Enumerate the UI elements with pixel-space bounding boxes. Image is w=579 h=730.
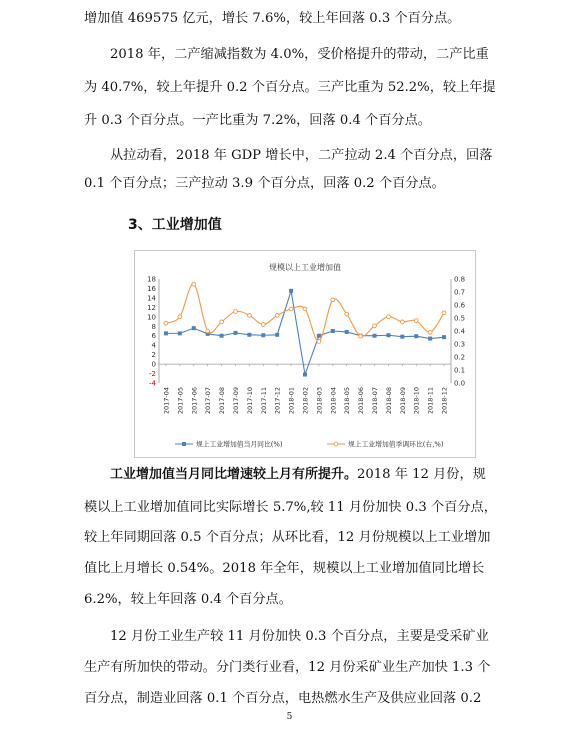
x-tick-label: 2018-09 [398, 387, 407, 415]
body-line: 为 40.7%，较上年提升 0.2 个百分点。三产比重为 52.2%，较上年提 [84, 80, 496, 95]
body-line: 从拉动看，2018 年 GDP 增长中，二产拉动 2.4 个百分点，回落 [110, 148, 493, 163]
data-point-yoy [192, 326, 196, 330]
x-tick-label: 2017-08 [218, 387, 227, 415]
data-point-sa-mom [220, 320, 224, 324]
data-point-sa-mom [261, 323, 265, 327]
x-tick-label: 2017-06 [190, 387, 199, 415]
page-number: 5 [286, 712, 293, 722]
x-tick-label: 2018-02 [301, 387, 310, 415]
data-point-yoy [386, 333, 390, 337]
data-point-yoy [275, 333, 279, 337]
left-tick-label: 4 [151, 341, 156, 350]
left-tick-label: -4 [149, 379, 156, 388]
chart-svg [135, 251, 475, 457]
data-point-yoy [345, 330, 349, 334]
left-tick-label: -2 [149, 370, 156, 379]
left-tick-label: 8 [151, 322, 156, 331]
body-line: 2018 年，二产缩减指数为 4.0%，受价格提升的带动，二产比重 [110, 47, 489, 62]
body-line [110, 466, 486, 484]
data-point-yoy [331, 329, 335, 333]
data-point-sa-mom [414, 319, 418, 323]
data-point-sa-mom [303, 307, 307, 311]
data-point-sa-mom [373, 324, 377, 328]
x-tick-label: 2018-01 [287, 387, 296, 415]
left-tick-label: 0 [151, 360, 156, 369]
right-tick-label: 0.3 [454, 340, 466, 349]
data-point-sa-mom [400, 320, 404, 324]
data-point-yoy [220, 334, 224, 338]
data-point-yoy [247, 333, 251, 337]
x-tick-label: 2017-12 [273, 387, 282, 415]
left-tick-label: 10 [147, 313, 156, 322]
data-point-yoy [289, 289, 293, 293]
data-point-yoy [442, 335, 446, 339]
right-tick-label: 0.7 [454, 288, 466, 297]
section-heading: 3、工业增加值 [128, 217, 222, 233]
industrial-value-added-chart [134, 250, 476, 458]
data-point-sa-mom [178, 315, 182, 319]
data-point-yoy [317, 334, 321, 338]
right-tick-label: 0.4 [454, 327, 466, 336]
right-tick-label: 0.1 [454, 366, 466, 375]
legend-label-yoy: 规上工业增加值当月同比(%) [196, 440, 283, 449]
data-point-sa-mom [289, 307, 293, 311]
data-point-sa-mom [275, 314, 279, 318]
body-line: 百分点，制造业回落 0.1 个百分点，电热燃水生产及供应业回落 0.2 [84, 691, 482, 706]
data-point-yoy [428, 337, 432, 341]
body-line: 升 0.3 个百分点。一产比重为 7.2%，回落 0.4 个百分点。 [84, 113, 431, 128]
right-tick-label: 0.8 [454, 275, 466, 284]
x-tick-label: 2018-03 [315, 387, 324, 415]
x-tick-label: 2018-05 [343, 387, 352, 415]
body-line: 12 月份工业生产较 11 月份加快 0.3 个百分点，主要是受采矿业 [110, 629, 489, 644]
body-line: 模以上工业增加值同比实际增长 5.7%,较 11 月份加快 0.3 个百分点， [84, 500, 497, 515]
x-tick-label: 2017-10 [245, 387, 254, 415]
right-tick-label: 0.6 [454, 301, 466, 310]
x-tick-label: 2018-10 [412, 387, 421, 415]
legend-label-sa-mom: 规上工业增加值季调环比(右,%) [348, 440, 444, 449]
data-point-yoy [414, 334, 418, 338]
x-tick-label: 2017-09 [231, 387, 240, 415]
x-tick-label: 2018-11 [426, 387, 435, 415]
left-tick-label: 14 [147, 294, 156, 303]
legend-marker-yoy [182, 442, 186, 446]
right-tick-label: 0.2 [454, 353, 466, 362]
left-tick-label: 2 [151, 351, 156, 360]
body-line: 较上年同期回落 0.5 个百分点；从环比看，12 月份规模以上工业增加 [84, 530, 491, 545]
data-point-sa-mom [234, 310, 238, 314]
left-tick-label: 12 [147, 303, 156, 312]
data-point-yoy [164, 331, 168, 335]
x-tick-label: 2018-06 [357, 387, 366, 415]
data-point-yoy [233, 331, 237, 335]
paragraph-lead: 工业增加值当月同比增速较上月有所提升。 [110, 467, 358, 482]
x-tick-label: 2017-07 [204, 387, 213, 415]
x-tick-label: 2018-04 [329, 387, 338, 415]
data-point-sa-mom [247, 314, 251, 318]
x-tick-label: 2018-07 [371, 387, 380, 415]
data-point-yoy [373, 334, 377, 338]
data-point-sa-mom [428, 330, 432, 334]
body-line: 值比上月增长 0.54%。2018 年全年，规模以上工业增加值同比增长 [84, 561, 485, 576]
data-point-yoy [400, 335, 404, 339]
x-tick-label: 2017-05 [176, 387, 185, 415]
data-point-yoy [261, 333, 265, 337]
data-point-yoy [178, 331, 182, 335]
paragraph-text: 2018 年 12 月份，规 [357, 467, 486, 482]
body-line: 6.2%，较上年回落 0.4 个百分点。 [84, 592, 292, 607]
right-tick-label: 0.0 [454, 379, 466, 388]
left-tick-label: 18 [147, 275, 156, 284]
data-point-sa-mom [359, 334, 363, 338]
body-line: 增加值 469575 亿元，增长 7.6%，较上年回落 0.3 个百分点。 [84, 11, 461, 26]
legend-marker-sa-mom [334, 442, 338, 446]
data-point-sa-mom [206, 329, 210, 333]
left-tick-label: 6 [151, 332, 156, 341]
chart-title: 规模以上工业增加值 [269, 263, 341, 272]
x-tick-label: 2017-11 [259, 387, 268, 415]
right-tick-label: 0.5 [454, 314, 466, 323]
data-point-sa-mom [331, 298, 335, 302]
x-tick-label: 2018-08 [384, 387, 393, 415]
body-line: 生产有所加快的带动。分门类行业看，12 月份采矿业生产加快 1.3 个 [84, 660, 491, 675]
body-line: 0.1 个百分点；三产拉动 3.9 个百分点，回落 0.2 个百分点。 [84, 176, 445, 191]
data-point-sa-mom [317, 340, 321, 344]
data-point-yoy [303, 372, 307, 376]
data-point-sa-mom [387, 315, 391, 319]
data-point-sa-mom [442, 311, 446, 315]
data-point-sa-mom [345, 312, 349, 316]
x-tick-label: 2018-12 [440, 387, 449, 415]
data-point-sa-mom [164, 321, 168, 325]
left-tick-label: 16 [147, 284, 156, 293]
data-point-sa-mom [192, 282, 196, 286]
x-tick-label: 2017-04 [162, 387, 171, 415]
